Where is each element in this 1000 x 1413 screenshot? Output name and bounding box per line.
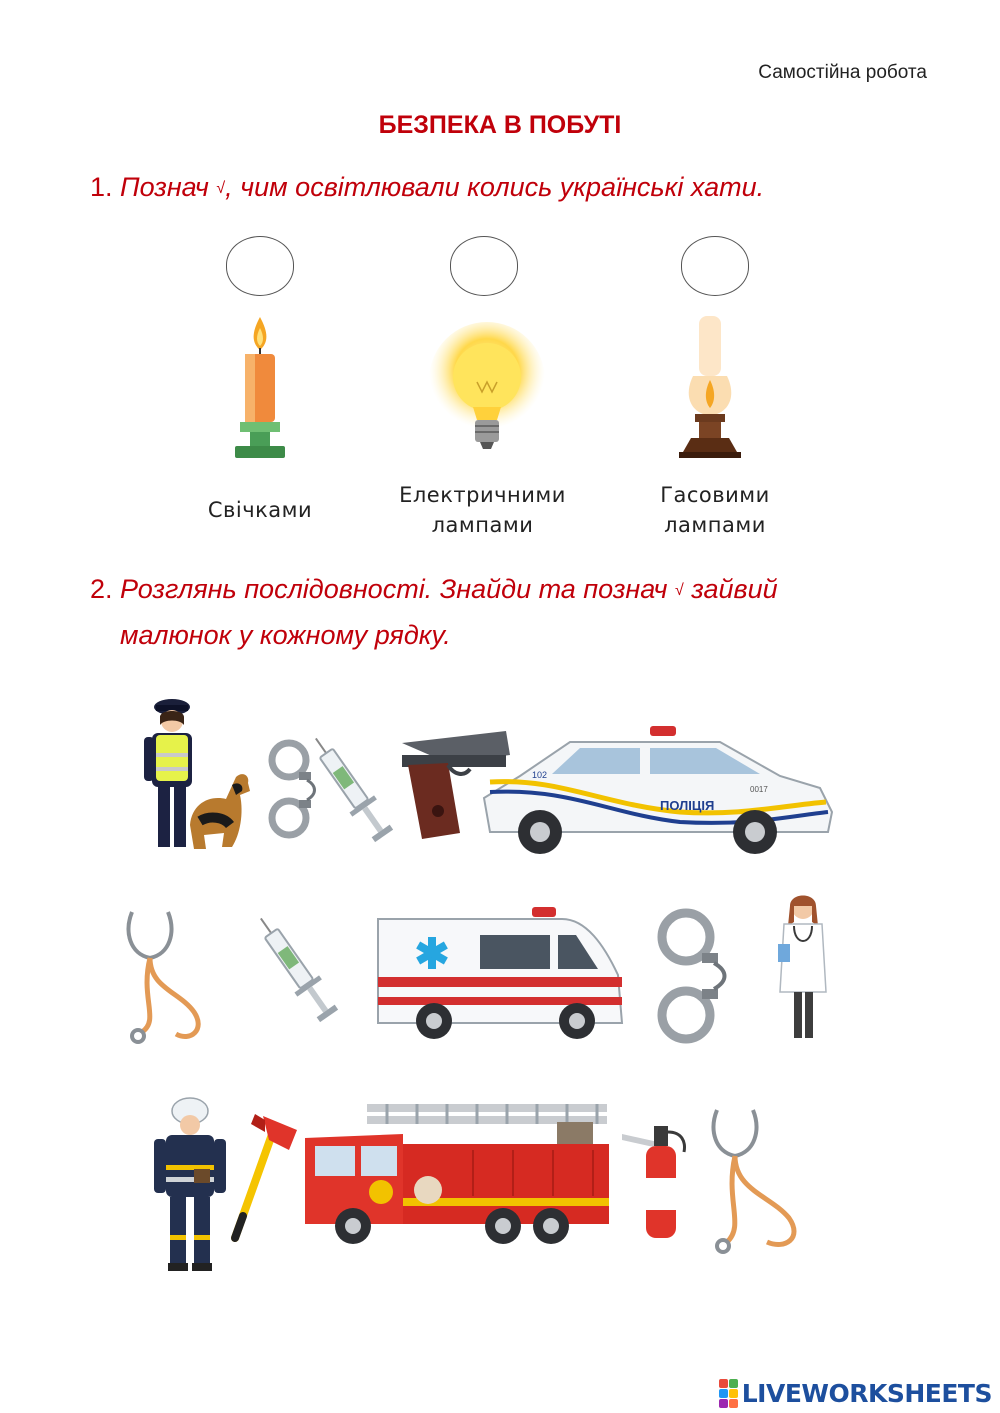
option-caption-line: лампами [664,513,766,537]
page-title: БЕЗПЕКА В ПОБУТІ [378,111,622,139]
police-car-plate: 0017 [750,785,768,794]
brand-name: LIVEWORKSHEETS [741,1379,992,1408]
answer-circle-kerosene-lamps[interactable] [681,236,749,296]
option-caption-electric-lamps [380,480,585,540]
police-car-icon[interactable] [480,722,835,857]
handcuffs-icon[interactable] [652,905,732,1050]
option-caption-line: лампами [431,513,534,537]
check-mark-icon: √ [216,179,226,197]
stethoscope-icon[interactable] [705,1100,810,1260]
firefighter-icon[interactable] [150,1095,230,1275]
answer-circle-electric-lamps[interactable] [450,236,518,296]
task-2-instruction [90,567,1000,657]
option-caption-candles [180,495,340,525]
light-bulb-icon [425,322,550,457]
task-1-text-before: Познач [120,172,209,202]
fire-axe-icon[interactable] [225,1110,300,1245]
task-2-text-line1-end: зайвий [691,574,778,604]
option-caption-line: Електричними [399,483,566,507]
option-caption-line: Свічками [207,498,313,522]
option-caption-line: Гасовими [660,483,770,507]
stethoscope-icon[interactable] [120,902,225,1047]
task-1-instruction [90,165,1000,211]
brand-grid-icon [719,1379,738,1408]
task-2-text-line1: Розглянь послідовності. Знайди та познач [120,574,668,604]
kerosene-lamp-icon [675,312,745,462]
syringe-icon[interactable] [250,905,345,1035]
task-1-number: 1. [90,172,113,202]
task-2-number: 2. [90,574,113,604]
task-1-text-after: , чим освітлювали колись українські хати. [225,172,765,202]
police-car-number: 102 [532,770,548,780]
fire-truck-icon[interactable] [303,1098,615,1248]
answer-circle-candles[interactable] [226,236,294,296]
option-caption-kerosene-lamps [630,480,800,540]
syringe-icon[interactable] [305,725,400,855]
doctor-icon[interactable] [772,892,834,1052]
task-2-text-line2: малюнок у кожному рядку. [120,619,451,650]
fire-extinguisher-icon[interactable] [618,1122,693,1242]
check-mark-icon: √ [674,581,684,599]
brand-logo [719,1379,992,1408]
ambulance-icon[interactable] [372,905,627,1040]
police-officer-with-dog-icon[interactable] [140,695,255,860]
police-car-label: ПОЛІЦІЯ [660,798,715,813]
header-note: Самостійна робота [758,62,927,83]
candle-icon [225,312,295,464]
